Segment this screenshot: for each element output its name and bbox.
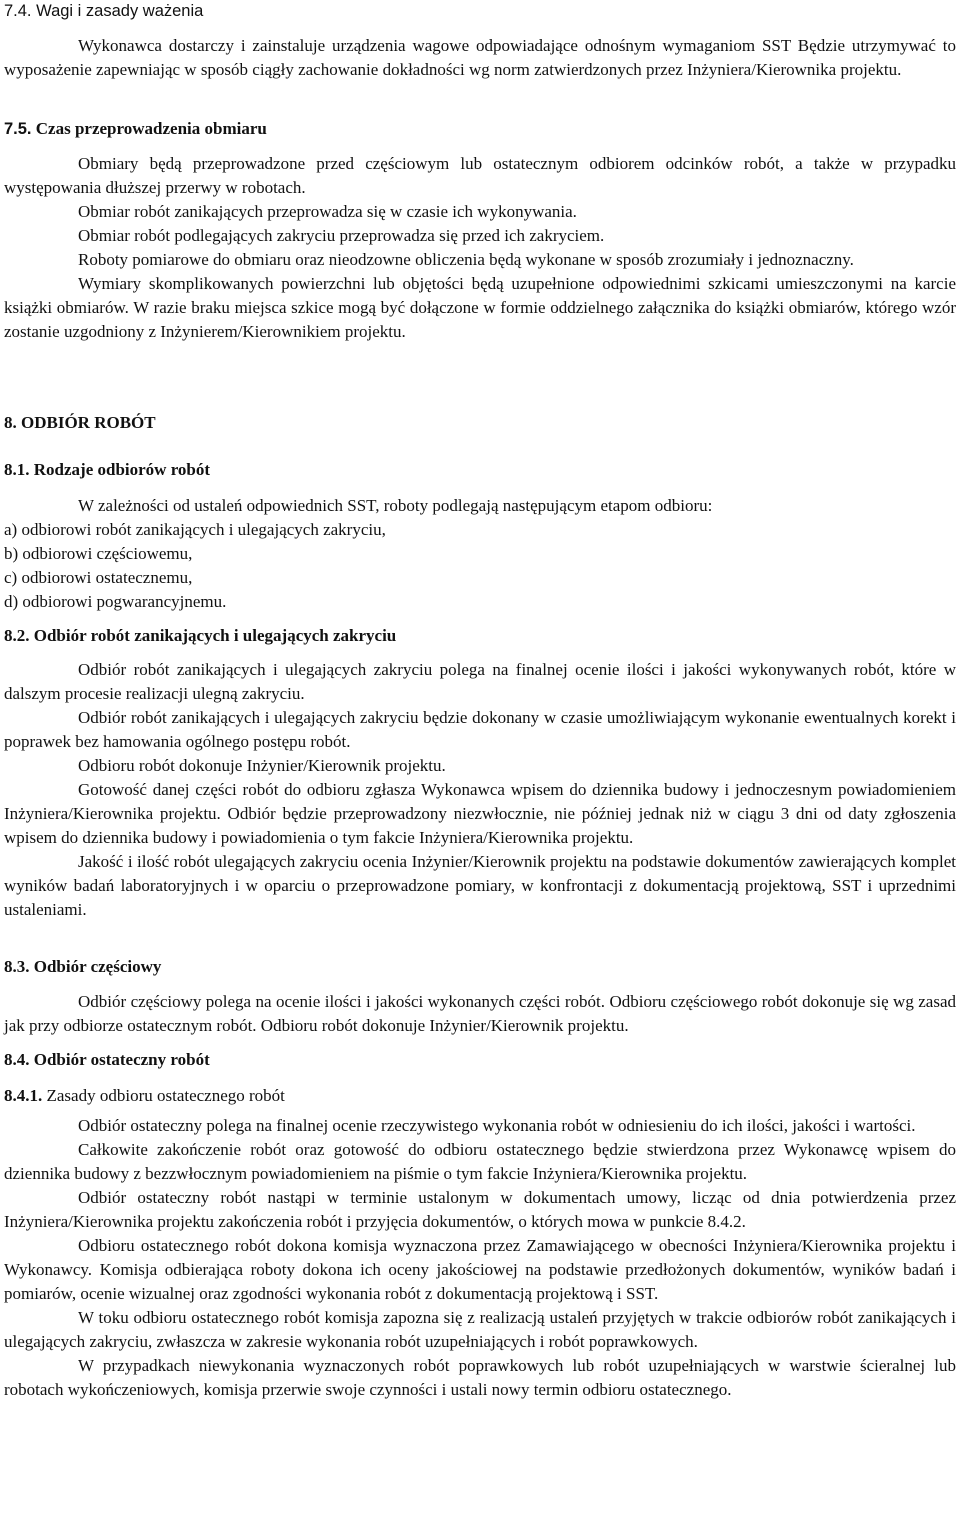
paragraph: Wykonawca dostarczy i zainstaluje urządzenia wagowe odpowiadające odnośnym wymaganiom SST Będzie utrzymywać to wyposażenie zapewniając w sposób ciągły zachowanie dokładności wg norm zatwierdzonych przez Inżyniera/Kierownika projektu. xyxy=(4,36,956,79)
section-8-3-body xyxy=(4,990,956,1038)
paragraph: Obmiar robót podlegających zakryciu przeprowadza się przed ich zakryciem. xyxy=(78,226,605,245)
section-8-2-body xyxy=(4,658,956,922)
paragraph: Odbioru ostatecznego robót dokona komisja wyznaczona przez Zamawiającego w obecności Inżyniera/Kierownika projektu i Wykonawcy. Komisja odbierająca roboty dokona ich oceny jakościowej na podstawie przedłożonych dokumentów, wyników badań i pomiarów, ocenie wizualnej oraz zgodności wykonania robót z dokumentacją projektową i SST. xyxy=(4,1236,956,1303)
paragraph: Obmiar robót zanikających przeprowadza się w czasie ich wykonywania. xyxy=(78,202,577,221)
section-8-4-heading xyxy=(4,1049,210,1071)
section-8-3-heading xyxy=(4,956,161,978)
paragraph: W przypadkach niewykonania wyznaczonych robót poprawkowych lub robót uzupełniających w warstwie ścieralnej lub robotach wykończeniowych, komisja przerwie swoje czynności i ustali nowy termin odbioru ostatecznego. xyxy=(4,1356,956,1399)
section-number: 8.1. xyxy=(4,460,30,479)
section-number: 8.3. xyxy=(4,957,30,976)
paragraph: Jakość i ilość robót ulegających zakryciu ocenia Inżynier/Kierownik projektu na podstawie dokumentów zawierających komplet wyników badań laboratoryjnych i w oparciu o przeprowadzone pomiary, w konfrontacji z dokumentacją projektową, SST i uprzednimi ustaleniami. xyxy=(4,852,956,919)
paragraph: Odbiór częściowy polega na ocenie ilości i jakości wykonanych części robót. Odbioru częściowego robót dokonuje się wg zasad jak przy odbiorze ostatecznym robót. Odbioru robót dokonuje Inżynier/Kierownik projektu. xyxy=(4,992,956,1035)
section-7-4-body xyxy=(4,34,956,82)
paragraph: W zależności od ustaleń odpowiednich SST, roboty podlegają następującym etapom odbioru: xyxy=(78,496,713,515)
section-title: Rodzaje odbiorów robót xyxy=(33,460,211,479)
section-title: Odbiór robót zanikających i ulegających zakryciu xyxy=(33,626,397,645)
paragraph: Odbioru robót dokonuje Inżynier/Kierownik projektu. xyxy=(78,756,446,775)
section-8-1-body xyxy=(4,494,956,614)
section-title: Czas przeprowadzenia obmiaru xyxy=(35,119,267,138)
section-7-4-heading: 7.4. Wagi i zasady ważenia xyxy=(4,2,204,20)
section-number: 8.4. xyxy=(4,1050,30,1069)
paragraph: Odbiór ostateczny polega na finalnej ocenie rzeczywistego wykonania robót w odniesieniu do ich ilości, jakości i wartości. xyxy=(78,1116,916,1135)
section-8-4-1-heading xyxy=(4,1085,285,1107)
paragraph: W toku odbioru ostatecznego robót komisja zapozna się z realizacją ustaleń przyjętych w trakcie odbiorów robót zanikających i ulegających zakryciu, zwłaszcza w zakresie wykonania robót uzupełniających i robót poprawkowych. xyxy=(4,1308,956,1351)
section-number: 8.2. xyxy=(4,626,30,645)
section-title: Zasady odbioru ostatecznego robót xyxy=(46,1086,285,1105)
section-8-2-heading xyxy=(4,625,396,647)
section-title: Odbiór ostateczny robót xyxy=(33,1050,210,1069)
paragraph: Gotowość danej części robót do odbioru zgłasza Wykonawca wpisem do dziennika budowy i jednoczesnym powiadomieniem Inżyniera/Kierownika projektu. Odbiór będzie przeprowadzony niezwłocznie, nie później jednak niż w ciągu 3 dni od daty zgłoszenia wpisem do dziennika budowy i powiadomienia o tym fakcie Inżyniera/Kierownika projektu. xyxy=(4,780,956,847)
section-number: 7.5. xyxy=(4,120,32,138)
list-item: d) odbiorowi pogwarancyjnemu. xyxy=(4,592,227,611)
section-8-4-1-body xyxy=(4,1114,956,1402)
section-8-1-heading xyxy=(4,459,210,481)
paragraph: Roboty pomiarowe do obmiaru oraz nieodzowne obliczenia będą wykonane w sposób zrozumiały i jednoznaczny. xyxy=(78,250,854,269)
paragraph: Całkowite zakończenie robót oraz gotowość do odbioru ostatecznego będzie stwierdzona przez Wykonawcę wpisem do dziennika budowy z bezzwłocznym powiadomieniem na piśmie o tym fakcie Inżyniera/Kierownika projektu. xyxy=(4,1140,956,1183)
paragraph: Obmiary będą przeprowadzone przed częściowym lub ostatecznym odbiorem odcinków robót, a także w przypadku występowania dłuższej przerwy w robotach. xyxy=(4,154,956,197)
paragraph: Odbiór ostateczny robót nastąpi w terminie ustalonym w dokumentach umowy, licząc od dnia potwierdzenia przez Inżyniera/Kierownika projektu zakończenia robót i przyjęcia dokumentów, o których mowa w punkcie 8.4.2. xyxy=(4,1188,956,1231)
list-item: a) odbiorowi robót zanikających i ulegających zakryciu, xyxy=(4,520,386,539)
section-number: 8.4.1. xyxy=(4,1086,43,1105)
section-title: Odbiór częściowy xyxy=(33,957,162,976)
stages-list xyxy=(4,518,956,614)
section-8-heading: 8. ODBIÓR ROBÓT xyxy=(4,413,156,432)
list-item: c) odbiorowi ostatecznemu, xyxy=(4,568,193,587)
paragraph: Wymiary skomplikowanych powierzchni lub objętości będą uzupełnione odpowiednimi szkicami umieszczonymi na karcie książki obmiarów. W razie braku miejsca szkice mogą być dołączone w formie oddzielnego załącznika do książki obmiarów, którego wzór zostanie uzgodniony z Inżynierem/Kierownikiem projektu. xyxy=(4,274,956,341)
section-7-5-body xyxy=(4,152,956,344)
section-7-5-heading xyxy=(4,118,267,140)
list-item: b) odbiorowi częściowemu, xyxy=(4,544,193,563)
paragraph: Odbiór robót zanikających i ulegających zakryciu polega na finalnej ocenie ilości i jakości wykonywanych robót, które w dalszym procesie realizacji ulegną zakryciu. xyxy=(4,660,956,703)
paragraph: Odbiór robót zanikających i ulegających zakryciu będzie dokonany w czasie umożliwiającym wykonanie ewentualnych korekt i poprawek bez hamowania ogólnego postępu robót. xyxy=(4,708,956,751)
